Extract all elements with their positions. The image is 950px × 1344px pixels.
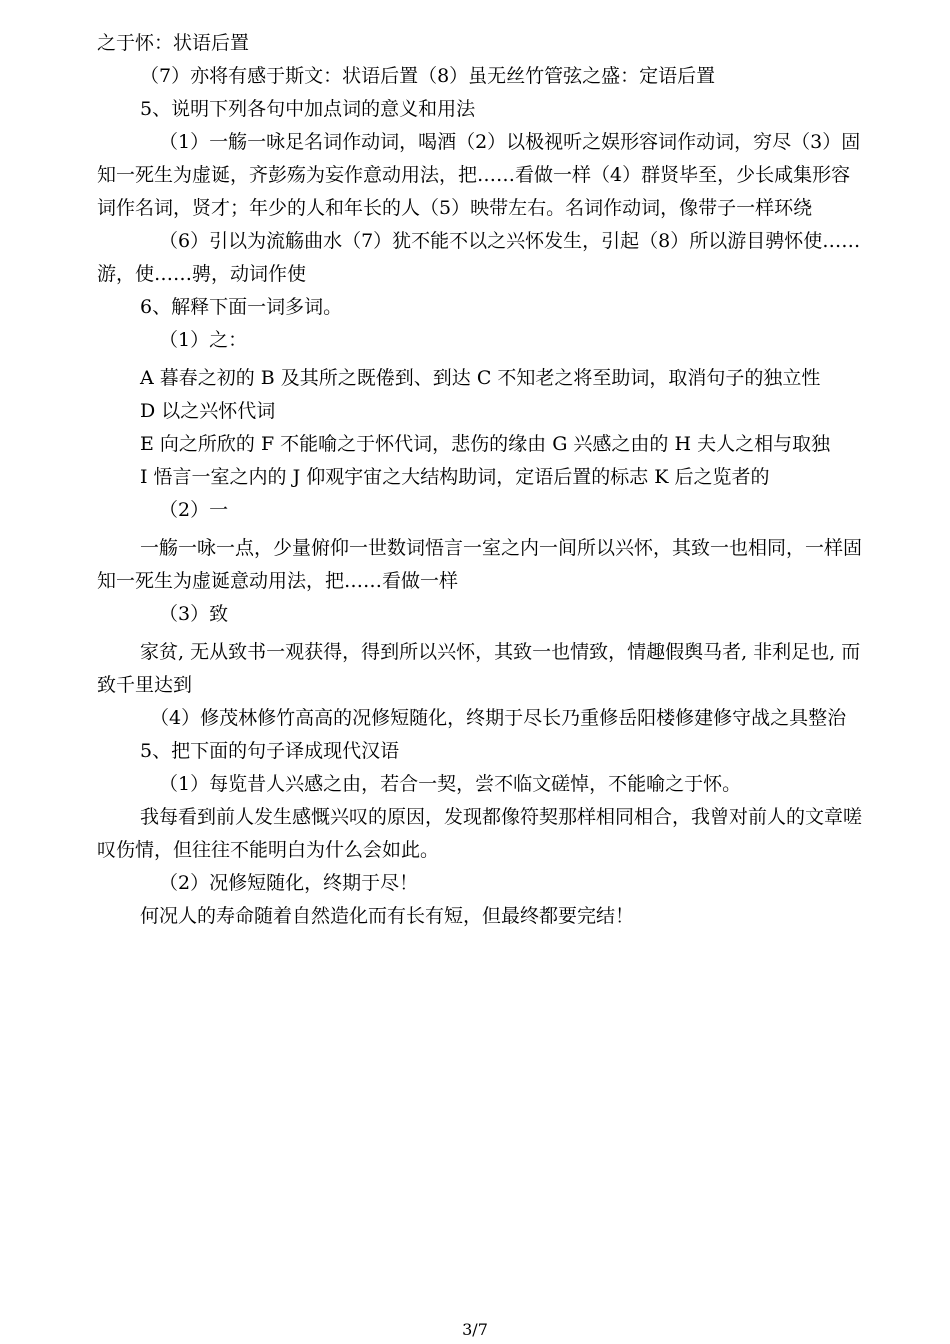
paragraph-continuation: 之于怀：状语后置	[97, 32, 250, 54]
paragraph-zhi-d: D 以之兴怀代词	[140, 400, 276, 422]
paragraph-xiu: （4）修茂林修竹高高的况修短随化，终期于尽长乃重修岳阳楼修建修守战之具整治	[150, 707, 847, 729]
paragraph-word-usage-2: （6）引以为流觞曲水（7）犹不能不以之兴怀发生，引起（8）所以游目骋怀使……游，使……骋，动词作使	[97, 230, 861, 285]
document-body	[97, 27, 867, 933]
section-heading-5: 5、说明下列各句中加点词的意义和用法	[140, 98, 476, 120]
section-heading-translate: 5、把下面的句子译成现代汉语	[140, 740, 400, 762]
page-number: 3/7	[462, 1320, 488, 1339]
paragraph-yi: 一觞一咏一点，少量俯仰一世数词悟言一室之内一间所以兴怀，其致一也相同，一样固知一死生为虚诞意动用法，把……看做一样	[97, 537, 863, 592]
paragraph-zhi-efgh: E 向之所欣的 F 不能喻之于怀代词，悲伤的缘由 G 兴感之由的 H 夫人之相与取独	[140, 433, 831, 455]
paragraph-word-usage-1: （1）一觞一咏足名词作动词，喝酒（2）以极视听之娱形容词作动词，穷尽（3）固知一死生为虚诞，齐彭殇为妄作意动用法，把……看做一样（4）群贤毕至，少长咸集形容词作名词，贤才；年少的人和年长的人（5）映带左右。名词作动词，像带子一样环绕	[97, 131, 861, 219]
paragraph-zhi-abc: A 暮春之初的 B 及其所之既倦到、到达 C 不知老之将至助词，取消句子的独立性	[140, 367, 821, 389]
translate-source-1: （1）每览昔人兴感之由，若合一契，尝不临文磋悼，不能喻之于怀。	[159, 773, 742, 795]
paragraph-postposition-note: （7）亦将有感于斯文：状语后置（8）虽无丝竹管弦之盛：定语后置	[140, 65, 716, 87]
subheading-zhi: （1）之：	[159, 329, 248, 351]
translate-source-2: （2）况修短随化，终期于尽！	[159, 872, 419, 894]
translate-result-1: 我每看到前人发生感慨兴叹的原因，发现都像符契那样相同相合，我曾对前人的文章嗟叹伤情，但往往不能明白为什么会如此。	[97, 806, 863, 861]
paragraph-zhi-ijk: I 悟言一室之内的 J 仰观宇宙之大结构助词，定语后置的标志 K 后之览者的	[140, 466, 770, 488]
section-heading-6: 6、解释下面一词多词。	[140, 296, 343, 318]
subheading-yi: （2）一	[159, 499, 229, 521]
paragraph-zhi-zhi: 家贫, 无从致书一观获得，得到所以兴怀，其致一也情致，情趣假舆马者, 非利足也, 而致千里达到	[97, 641, 861, 696]
subheading-zhi-zhi: （3）致	[159, 603, 229, 625]
translate-result-2: 何况人的寿命随着自然造化而有长有短，但最终都要完结！	[140, 905, 635, 927]
